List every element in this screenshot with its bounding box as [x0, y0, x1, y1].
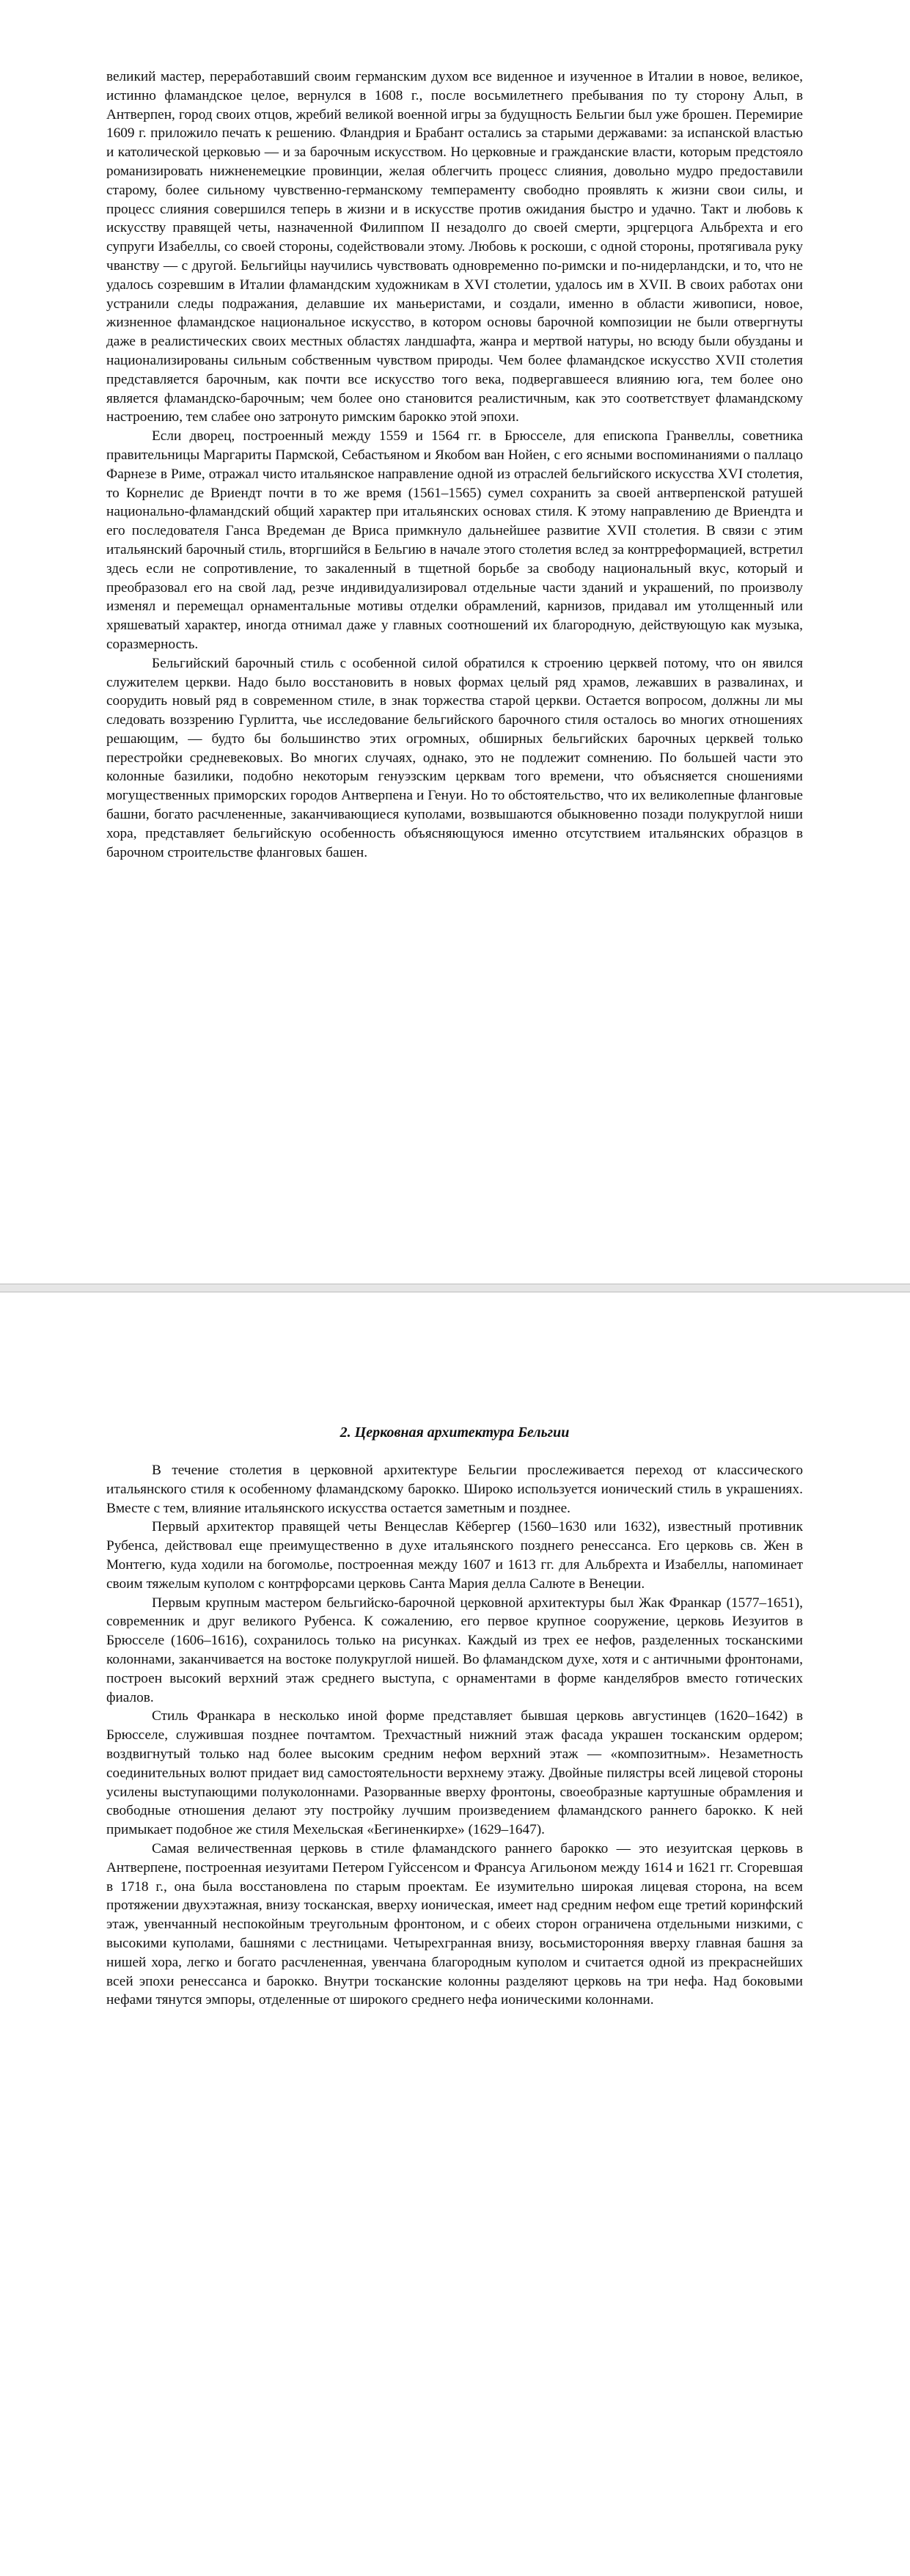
- paragraph: Первым крупным мастером бельгийско-барочной церковной архитектуры был Жак Франкар (1577–1651), современник и друг великого Рубенса. К сожалению, его первое крупное сооружение, церковь Иезуитов в Брюсселе (1606–1616), сохранилось только на рисунках. Каждый из трех ее нефов, разделенных тосканскими колоннами, заканчивается на востоке полукруглой нишей. Во фламандском духе, хотя и с античными фронтонами, построен высокий верхний этаж среднего выступа, с орнаментами в форме канделябров вместо готических фиалов.: [106, 1595, 803, 1705]
- paragraph: Самая величественная церковь в стиле фламандского раннего барокко — это иезуитская церковь в Антверпене, построенная иезуитами Петером Гуйссенсом и Франсуа Агильоном между 1614 и 1621 гг. Сгоревшая в 1718 г., она была восстановлена по старым проектам. Ее изумительно широкая лицевая сторона, на всем протяжении двухэтажная, внизу тосканская, вверху ионическая, имеет над средним нефом еще третий коринфский этаж, увенчанный неспокойным треугольным фронтоном, и с обеих сторон ограничена отдельными низкими, с высокими куполами, башнями с лестницами. Четырехгранная внизу, восьмисторонняя вверху главная башня за нишей хора, легко и богато расчлененная, увенчана благородным куполом и считается одной из прекраснейших всей эпохи ренессанса и барокко. Внутри тосканские колонны разделяют церковь на три нефа. Над боковыми нефами тянутся эмпоры, отделенные от широкого среднего нефа ионическими колоннами.: [106, 1840, 803, 2008]
- page-2: [0, 1292, 910, 2576]
- page-1-body: [106, 67, 803, 862]
- paragraph: В течение столетия в церковной архитектуре Бельгии прослеживается переход от классического итальянского стиля к особенному фламандскому барокко. Широко используется ионический стиль в украшениях. Вместе с тем, влияние итальянского искусства остается заметным и позднее.: [106, 1463, 803, 1516]
- page-2-body: [106, 1461, 803, 2010]
- page-separator: [0, 1284, 910, 1292]
- paragraph: Бельгийский барочный стиль с особенной силой обратился к строению церквей потому, что он явился служителем церкви. Надо было восстановить в новых формах целый ряд храмов, лежавших в развалинах, и соорудить новый ряд в современном стиле, в знак торжества старой церкви. Остается вопросом, должны ли мы следовать воззрению Гурлитта, чье исследование бельгийского барочного стиля осталось во многих отношениях решающим, — будто бы большинство этих огромных, обширных бельгийских барочных церквей только перестройки средневековых. Во многих случаях, однако, это не подлежит сомнению. По большей части это колонные базилики, подобно некоторым генуэзским церквам того времени, что объясняется сношениями могущественных приморских городов Антверпена и Генуи. Но то обстоятельство, что их великолепные фланговые башни, богато расчлененные, заканчивающиеся куполами, возвышаются обыкновенно позади полукруглой ниши хора, представляет бельгийскую особенность объясняющуюся именно отсутствием итальянских образцов в барочном строительстве фланговых башен.: [106, 655, 803, 860]
- page-1: [0, 0, 910, 1284]
- paragraph: великий мастер, переработавший своим германским духом все виденное и изученное в Италии в новое, великое, истинно фламандское целое, вернулся в 1608 г., после восьмилетнего пребывания по ту сторону Альп, в Антверпен, город своих отцов, жребий великой военной игры за будущность Бельгии был уже брошен. Перемирие 1609 г. приложило печать к решению. Фландрия и Брабант остались за старыми державами: за испанской властью и католической церковью — и за барочным искусством. Но церковные и гражданские власти, которым предстояло романизировать нижненемецкие провинции, желая облегчить процесс слияния, довольно мудро предоставили старому, более сильному чувственно-германскому темпераменту свободно проявлять к жизни свои силы, и процесс слияния совершился теперь в жизни и в искусстве против ожидания быстро и удачно. Такт и любовь к искусству правящей четы, назначенной Филиппом II незадолго до своей смерти, эрцгерцога Альбрехта и его супруги Изабеллы, со своей стороны, содействовали этому. Любовь к роскоши, с одной стороны, протягивала руку чванству — с другой. Бельгийцы научились чувствовать одновременно по-римски и по-нидерландски, и то, что не удалось созревшим в Италии фламандским художникам в XVI столетии, удалось им в XVII. В своих работах они устранили следы подражания, делавшие их маньеристами, и создали, именно в области живописи, новое, жизненное фламандское национальное искусство, в котором основы барочной композиции не были отвергнуты даже в реалистических своих местных областях ландшафта, жанра и мертвой натуры, но всюду были обузданы и национализированы сильным собственным чувством природы. Чем более фламандское искусство XVII столетия представляется барочным, как почти все искусство того века, подвергавшееся влиянию юга, тем более оно является фламандско-барочным; чем более оно становится реалистичным, как это соответствует фламандскому настроению, тем слабее оно затронуто римским барокко этой эпохи.: [106, 69, 803, 425]
- paragraph: Если дворец, построенный между 1559 и 1564 гг. в Брюсселе, для епископа Гранвеллы, советника правительницы Маргариты Пармской, Себастьяном и Якобом ван Нойен, с его ясными воспоминаниями о паллацо Фарнезе в Риме, отражал чисто итальянское направление одной из отраслей бельгийского искусства XVI столетия, то Корнелис де Вриендт почти в то же время (1561–1565) сумел сохранить за своей антверпенской ратушей национально-фламандский общий характер при итальянских основах стиля. К этому направлению де Вриендта и его последователя Ганса Вредеман де Вриса примкнуло дальнейшее развитие XVII столетия. В связи с этим итальянский барочный стиль, вторгшийся в Бельгию в начале этого столетия вслед за контрреформацией, встретил здесь если не сопротивление, то закаленный в тщетной борьбе за свободу национальный вкус, который и преобразовал его на свой лад, резче индивидуализировал отдельные части зданий и украшений, по произволу изменял и перемещал орнаментальные мотивы отделки обрамлений, карнизов, придавал им утолщенный или хряшеватый характер, иногда отнимал даже у главных соотношений их благородную, действующую как музыка, соразмерность.: [106, 428, 803, 652]
- section-heading: 2. Церковная архитектура Бельгии: [340, 1424, 570, 1441]
- paragraph: Стиль Франкара в несколько иной форме представляет бывшая церковь августинцев (1620–1642) в Брюсселе, служившая позднее почтамтом. Трехчастный нижний этаж фасада украшен тосканским ордером; воздвигнутый только над более высоким средним нефом верхний этаж — «композитным». Незаметность соединительных волют придает вид самостоятельности верхнему этажу. Двойные пилястры всей лицевой стороны усилены выступающими полуколоннами. Разорванные вверху фронтоны, своеобразные картушные обрамления и свободные отношения делают эту постройку лучшим произведением фламандского раннего барокко. К ней примыкает подобное же стиля Мехельская «Бегиненкирхе» (1629–1647).: [106, 1708, 803, 1838]
- paragraph: Первый архитектор правящей четы Венцеслав Кёбергер (1560–1630 или 1632), известный противник Рубенса, действовал еще преимущественно в духе итальянского позднего ренессанса. Его церковь св. Жен в Монтегю, куда ходили на богомолье, построенная между 1607 и 1613 гг. для Альбрехта и Изабеллы, напоминает своим тяжелым куполом с контрфорсами церковь Санта Мария делла Салюте в Венеции.: [106, 1519, 803, 1592]
